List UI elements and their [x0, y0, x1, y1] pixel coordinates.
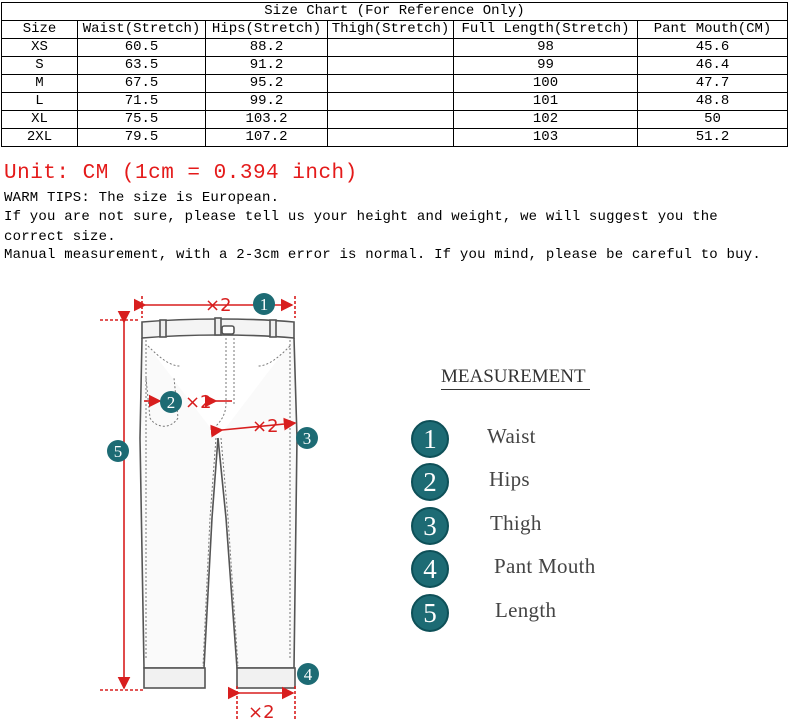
cell-pant-mouth: 50 [638, 111, 788, 129]
waist-x2-label: ×2 [205, 295, 232, 316]
size-chart-title: Size Chart (For Reference Only) [1, 2, 788, 20]
table-header-row [2, 21, 788, 39]
legend-label: Pant Mouth [494, 554, 596, 578]
table-row [2, 93, 788, 111]
cell-waist: 60.5 [78, 39, 206, 57]
size-chart-table [1, 2, 788, 147]
marker-2 [160, 391, 182, 413]
table-row [2, 129, 788, 147]
marker-1 [253, 293, 275, 315]
legend-number: 4 [411, 550, 449, 588]
thigh-x2-label: ×2 [252, 416, 279, 437]
cell-full-length: 102 [454, 111, 638, 129]
marker-5 [107, 440, 129, 462]
legend-label: Waist [487, 424, 536, 448]
legend-number: 1 [411, 420, 449, 458]
header-size: Size [2, 21, 78, 39]
cell-thigh [328, 129, 454, 147]
cell-hips: 91.2 [206, 57, 328, 75]
cell-pant-mouth: 47.7 [638, 75, 788, 93]
cell-size: L [2, 93, 78, 111]
header-full-length: Full Length(Stretch) [454, 21, 638, 39]
cell-full-length: 101 [454, 93, 638, 111]
table-row [2, 57, 788, 75]
cell-waist: 67.5 [78, 75, 206, 93]
header-thigh: Thigh(Stretch) [328, 21, 454, 39]
hips-x2-label: ×2 [185, 392, 212, 413]
cell-waist: 63.5 [78, 57, 206, 75]
legend-number: 2 [411, 463, 449, 501]
cell-pant-mouth: 48.8 [638, 93, 788, 111]
svg-text:5: 5 [113, 442, 123, 461]
cell-size: 2XL [2, 129, 78, 147]
cell-hips: 99.2 [206, 93, 328, 111]
svg-text:3: 3 [302, 429, 312, 448]
cell-hips: 103.2 [206, 111, 328, 129]
cell-hips: 95.2 [206, 75, 328, 93]
cell-thigh [328, 39, 454, 57]
cell-waist: 79.5 [78, 129, 206, 147]
pant-mouth-x2-label: ×2 [248, 702, 275, 723]
cell-full-length: 98 [454, 39, 638, 57]
header-hips: Hips(Stretch) [206, 21, 328, 39]
cell-full-length: 103 [454, 129, 638, 147]
header-waist: Waist(Stretch) [78, 21, 206, 39]
measurement-error-note: Manual measurement, with a 2-3cm error is normal. If you mind, please be careful to buy. [4, 247, 761, 263]
cell-pant-mouth: 46.4 [638, 57, 788, 75]
table-row [2, 39, 788, 57]
warm-tips-note: WARM TIPS: The size is European. [4, 190, 280, 206]
svg-text:1: 1 [259, 295, 269, 314]
cell-size: M [2, 75, 78, 93]
cell-thigh [328, 57, 454, 75]
marker-4 [297, 663, 319, 685]
svg-text:2: 2 [166, 393, 176, 412]
cell-pant-mouth: 51.2 [638, 129, 788, 147]
pants-outline [140, 318, 297, 688]
legend-label: Length [495, 598, 557, 622]
cell-full-length: 99 [454, 57, 638, 75]
cell-waist: 75.5 [78, 111, 206, 129]
cell-full-length: 100 [454, 75, 638, 93]
cell-thigh [328, 75, 454, 93]
measurement-legend [405, 360, 705, 660]
cell-hips: 88.2 [206, 39, 328, 57]
legend-number: 3 [411, 507, 449, 545]
cell-waist: 71.5 [78, 93, 206, 111]
cell-thigh [328, 111, 454, 129]
legend-label: Hips [489, 467, 530, 491]
cell-size: XS [2, 39, 78, 57]
cell-size: S [2, 57, 78, 75]
table-row [2, 75, 788, 93]
size-advice-note: If you are not sure, please tell us your height and weight, we will suggest you the correct size. [4, 209, 718, 245]
svg-text:4: 4 [303, 665, 313, 684]
legend-title: MEASUREMENT [441, 366, 590, 390]
unit-note: Unit: CM (1cm = 0.394 inch) [4, 162, 358, 185]
pants-measurement-diagram [0, 288, 400, 728]
legend-number: 5 [411, 594, 449, 632]
header-pant-mouth: Pant Mouth(CM) [638, 21, 788, 39]
cell-thigh [328, 93, 454, 111]
cell-hips: 107.2 [206, 129, 328, 147]
legend-label: Thigh [490, 511, 542, 535]
table-row [2, 111, 788, 129]
cell-size: XL [2, 111, 78, 129]
marker-3 [296, 427, 318, 449]
cell-pant-mouth: 45.6 [638, 39, 788, 57]
